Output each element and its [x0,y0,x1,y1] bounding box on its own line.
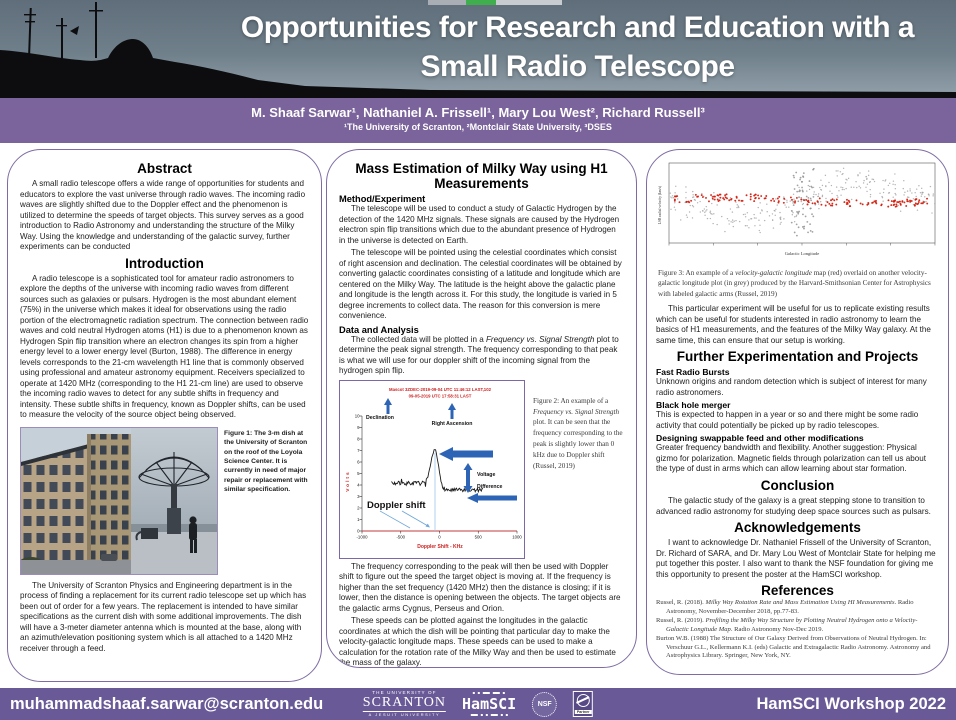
method-subheading: Method/Experiment [339,194,426,204]
svg-text:0: 0 [357,528,360,534]
acknowledgements-heading: Acknowledgements [734,520,861,536]
svg-text:3: 3 [357,493,360,499]
left-column-panel [7,149,322,682]
hamsci-morse-top [462,692,516,694]
frequency-signal-strength-plot [340,381,524,553]
department-text: The University of Scranton Physics and Engineering department is in the process of finding a replacement for its current radio telescope set up which has been out of order for a few years. The replacement is intended to have similar specifications as the current dish with some additional improvements. The dish will have a 3-meter diameter antenna which is mounted at the base, along with an azimuth/elevation positioning system which is all attached to a 1420 MHz receiver through a feed. [20,580,307,653]
poster-title-line1: Opportunities for Research and Education with a [240,11,915,44]
acknowledgements-text: I want to acknowledge Dr. Nathaniel Frissell of the University of Scranton, Dr. Richard of SARA, and Dr. Mary Lou West of Montclair State for helping me put together this poster. I also want to thank the NSF foundation for giving me this opportunity to present the poster at the HamSCI workshop. [656,538,936,579]
figure2-plot-frame [339,380,525,559]
strip-green-segment [466,0,496,5]
author-bar [0,98,956,143]
introduction-heading: Introduction [125,255,204,271]
workshop-name: HamSCI Workshop 2022 [756,694,946,713]
reference-1: Russel, R. (2018). Milky Way Rotation Rate and Mass Estimation Using HI Measurements. Radio Astronomy, November-December 2018, pp.77-83. [656,599,914,615]
figure2-caption: Figure 2: An example of a Frequency vs. Signal Strength plot. It can be seen that the frequency corresponding to the peak is slightly lower than 0 kHz due to Doppler shift (Russel, 2019) [533,396,623,470]
fig3-xlabel: Galactic Longitude [784,251,820,256]
speed-paragraph-2: These speeds can be plotted against the longitudes in the galactic coordinates at which the dish will be pointing that particular day to make the velocity-galactic longitude maps. These speeds can be used to make a calculation for the rotation rate of the Milky Way and then be used to estimate the mass of the galaxy. [339,616,616,668]
right-column-panel [646,149,949,675]
svg-text:4: 4 [357,482,360,488]
university-of-scranton-logo [363,691,446,717]
hamsci-logo-text: HamSCI [462,695,517,713]
footer-bar [0,688,956,720]
abstract-text: A small radio telescope offers a wide range of opportunities for students and educators to explore the vast universe through radio waves. The incoming radio waves are slightly shifted due to the Doppler effect and the phenomenon is utilized to determine the speeds of target objects. This survey serves as a good introduction to Radio Astronomy and understanding the structure of the Milky Way. Using the knowledge and understanding of the galactic survey, further experiments can be conducted [20,179,306,252]
fig2-difference-label: Difference [477,483,503,490]
mass-estimation-heading: Mass Estimation of Milky Way using H1 Measurements [355,161,608,191]
svg-text:7: 7 [357,447,360,453]
figure2 [339,380,624,559]
poster-title-line2: Small Radio Telescope [420,50,735,83]
fig2-voltage-label: Voltage [477,471,496,478]
svg-text:5: 5 [357,470,360,476]
svg-text:2: 2 [357,505,360,511]
fig2-xlabel: Doppler Shift - KHz [417,543,463,550]
fig3-ylabel: LSR radial velocity (km/s) [658,185,662,225]
svg-text:-1000: -1000 [356,534,368,540]
svg-text:1: 1 [357,516,360,522]
middle-column-panel [326,149,637,668]
swappable-feed-subheading: Designing swappable feed and other modifications [656,433,864,444]
nasa-partner-logo [573,691,593,717]
fig2-doppler-shift-label: Doppler shift [367,499,426,511]
poster-body [0,143,956,688]
conclusion-heading: Conclusion [760,477,835,493]
further-experimentation-heading: Further Experimentation and Projects [676,349,919,365]
svg-text:0: 0 [438,534,441,540]
figure1-photos [20,427,218,575]
svg-text:10: 10 [354,413,360,419]
reference-3: Burton W.B. (1988) The Structure of Our Galaxy Derived from Observations of Neutral Hydrogen. In: Verschuur G.L., Kellermann K.I. (eds) Galactic and Extragalactic Radio Astronomy. Astronomy and Astrophysics Library. Springer, New York, NY. [656,634,931,660]
replicate-text: This particular experiment will be useful for us to replicate existing results which can be useful for students interested in radio astronomy to learn the basics of H1 measurements, and the features of the Milky Way galaxy. At the same time, this can ensure that our setup is working. [656,304,931,345]
data-analysis-subheading: Data and Analysis [339,324,419,335]
strip-gray-segment [428,0,466,5]
figure1-caption: Figure 1: The 3-m dish at the University of Scranton on the roof of the Loyola Science Center. It is currently in need of major repair or replacement with similar specification. [224,429,308,494]
partner-emblem-icon [577,694,590,707]
frb-subheading: Fast Radio Bursts [656,367,730,378]
header-photo-banner [0,0,956,98]
introduction-text: A radio telescope is a sophisticated tool for amateur radio astronomers to explore the depths of the universe with incoming radio waves from different sources such as galaxies or pulsars. Hydrogen is the most abundant element (75%) in the universe which makes it ideal for observations using the radio portion of the electromagnetic radiation spectrum. The connection between radio waves and cold neutral Hydrogen atoms (H1) is due to a phenomenon known as Hydrogen Spin flip transition where an electron changes its spin from a higher energy level to a lower energy level (Burton, 1988). The difference in energy levels corresponds to the 21-cm wavelength H1 line that is commonly observed using professional and amateur astronomy equipment. Receivers specialized to operate at 1420 MHz (corresponding to the H1 21-cm line) are used to observe the incoming radio waves to detect for any subtle shifts in frequency and intensity. These subtle shifts in frequency, known as Doppler shifts, can be used to measure the velocity of the source object being observed. [20,273,309,420]
top-progress-strip [428,0,562,5]
nsf-logo: NSF [532,692,557,717]
authors-line: M. Shaaf Sarwar¹, Nathaniel A. Frissell¹, Mary Lou West², Richard Russell³ [251,105,705,120]
hamsci-logo [462,691,516,717]
method-paragraph-2: The telescope will be pointed using the celestial coordinates which consist of right ascension and declination. The celestial coordinates will be obtained by converting galactic coordinates consisting of a latitude and longitude which are centered on the Milky Way. The latitude is the height above the galactic plane and longitude is the length across it. For this study, the longitude is varied in 5 degree increments to collect data. The reason for this conversion is mere convenience. [339,248,622,321]
black-hole-subheading: Black hole merger [656,400,731,411]
svg-text:1000: 1000 [512,534,522,540]
svg-text:6: 6 [357,459,360,465]
method-paragraph-1: The telescope will be used to conduct a study of Galactic Hydrogen by the detection of the 1420 MHz signals. These signals are caused by the Hydrogen electron spin flip transitions which due to the abundant presence of Hydrogen in the universe is detected on Earth. [339,204,620,245]
fig2-red-title-1: Mascot 3ZDEC-2019-09-04 UTC 11:46:12 LAST,102 [389,386,491,392]
photo-3m-dish [131,428,217,574]
affiliations-line: ¹The University of Scranton, ²Montclair State University, ³DSES [344,122,612,132]
poster-title [205,8,950,86]
frb-text: Unknown origins and random detection which is subject of interest for many radio astronomers. [656,377,927,397]
photo-loyola-science-center [21,428,131,574]
svg-text:9: 9 [357,424,360,430]
contact-email: muhammadshaaf.sarwar@scranton.edu [10,694,324,713]
fig2-ylabel: Volts [346,470,351,492]
figure3-caption: Figure 3: An example of a velocity-galactic longitude map (red) overlaid on another velocity-galactic longitude plot (in grey) produced by the Harvard-Smithsonian Center for Astrophysics with labeled galactic arms (Russel, 2019) [658,269,931,298]
strip-light-segment [496,0,562,5]
fig2-declination-label: Declination [366,414,394,421]
svg-text:500: 500 [474,534,482,540]
svg-text:8: 8 [357,436,360,442]
figure3 [656,160,939,265]
fig2-red-title-2: 09-05-2019 UTC 17:58:31 LAST [408,393,472,399]
footer-logos [363,691,593,717]
swappable-feed-text: Greater frequency bandwidth and flexibility. Another suggestion: Physical gizmo for polarization. Magnetic fields through polarization can tell us about the type of dust in arms which can allow learning about star formation. [656,443,926,474]
data-analysis-paragraph: The collected data will be plotted in a Frequency vs. Signal Strength plot to determine the peak signal strength. The frequency corresponding to that peak is what we will use for our doppler shift of the incoming signal from the hydrogen spin flip. [339,334,619,376]
fig2-right-ascension-label: Right Ascension [431,420,473,427]
svg-text:-500: -500 [396,534,406,540]
abstract-heading: Abstract [137,161,192,176]
scranton-logo-wordmark: SCRANTON [362,694,447,710]
velocity-longitude-map [656,160,939,260]
references-heading: References [761,583,834,599]
scranton-logo-bottom-text: A JESUIT UNIVERSITY [368,711,441,717]
black-hole-text: This is expected to happen in a year or so and there might be some radio activity that could potentially be picked up by radio telescopes. [656,410,919,430]
figure1 [20,427,309,575]
conclusion-text: The galactic study of the galaxy is a great stepping stone to transition to advanced radio astronomy for studying deep space sources such as pulsars. [656,495,931,516]
scranton-logo-top-text: THE UNIVERSITY OF [372,690,437,696]
partner-label: Partner [576,710,590,714]
hamsci-morse-bottom [462,714,516,716]
speed-paragraph-1: The frequency corresponding to the peak will then be used with Doppler shift to figure out the speed the target object is moving at. If the frequency is higher than the set frequency (1420 MHz) then the distance is closing; if it is lower, then the distance is opening between the objects. The target objects are the galactic arms Cygnus, Perseus and Orion. [339,561,621,613]
reference-2: Russel, R. (2019). Profiling the Milky Way Structure by Plotting Neutral Hydrogen onto a Velocity-Galactic Longitude Map. Radio Astronomy Nov-Dec 2019. [656,616,918,633]
